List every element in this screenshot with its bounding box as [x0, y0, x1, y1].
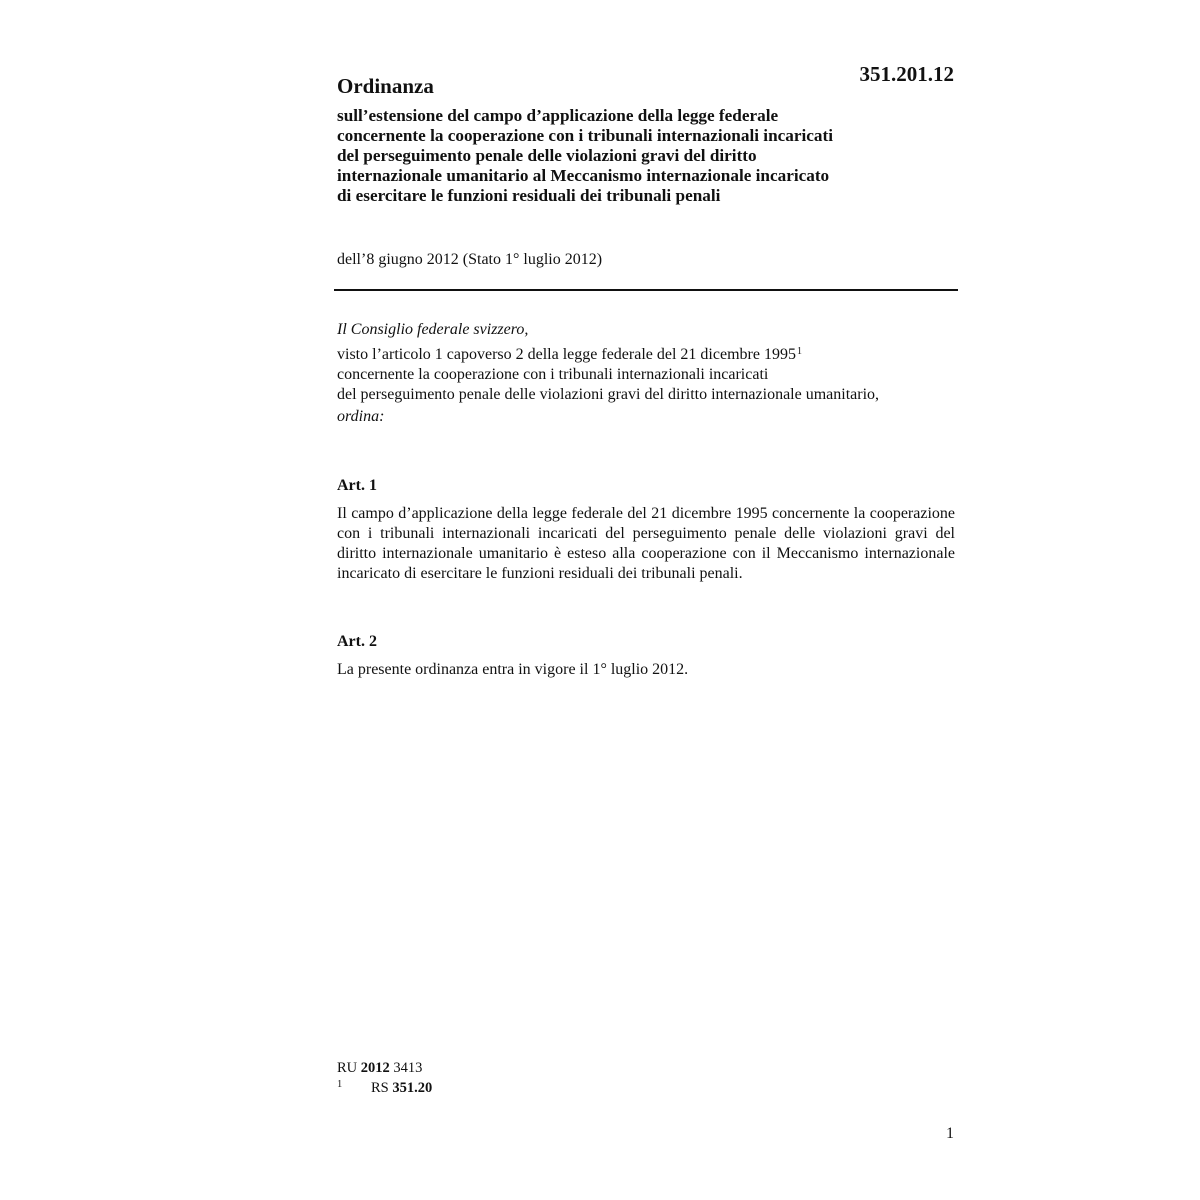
systematic-compilation-ref[interactable]	[337, 1080, 432, 1096]
document-type: Ordinanza	[337, 74, 434, 98]
legal-basis-line: del perseguimento penale delle violazioni gravi del diritto internazionale umanitario,	[337, 386, 880, 403]
rs-prefix: RS	[371, 1080, 389, 1096]
title-divider	[334, 289, 958, 291]
title-line: concernente la cooperazione con i tribunali internazionali incaricati	[337, 126, 833, 145]
legal-basis-text: visto l’articolo 1 capoverso 2 della legge federale del 21 dicembre 1995	[337, 346, 796, 363]
footnote-1	[337, 1078, 432, 1098]
official-compilation-ref	[337, 1058, 432, 1078]
sr-number: 351.201.12	[859, 62, 954, 86]
footnote-reference[interactable]: 1	[796, 346, 802, 357]
rs-number: 351.20	[392, 1080, 433, 1096]
article-heading: Art. 1	[337, 477, 377, 494]
ru-page: 3413	[393, 1060, 423, 1076]
article-1	[337, 476, 955, 584]
legal-basis	[337, 345, 957, 405]
ru-prefix: RU	[337, 1060, 358, 1076]
document-title	[337, 106, 957, 206]
preamble	[337, 320, 957, 427]
decree-formula: ordina:	[337, 408, 385, 425]
title-line: sull’estensione del campo d’applicazione della legge federale	[337, 106, 779, 125]
article-heading: Art. 2	[337, 633, 377, 650]
legal-basis-line: concernente la cooperazione con i tribunali internazionali incaricati	[337, 366, 769, 383]
article-2	[337, 632, 955, 680]
title-line: del perseguimento penale delle violazioni gravi del diritto	[337, 146, 757, 165]
issuing-authority: Il Consiglio federale svizzero,	[337, 321, 529, 338]
title-line: internazionale umanitario al Meccanismo internazionale incaricato	[337, 166, 830, 185]
legal-basis-line	[337, 345, 957, 365]
title-line: di esercitare le funzioni residuali dei tribunali penali	[337, 186, 721, 205]
ru-year: 2012	[360, 1060, 390, 1076]
article-text: Il campo d’applicazione della legge federale del 21 dicembre 1995 concernente la cooperazione con i tribunali internazionali incaricati del perseguimento penale delle violazioni gravi del diritto internazionale umanitario è esteso alla cooperazione con il Meccanismo internazionale incaricato di esercitare le funzioni residuali dei tribunali penali.	[337, 505, 955, 582]
page-number: 1	[946, 1125, 954, 1142]
article-text: La presente ordinanza entra in vigore il 1° luglio 2012.	[337, 661, 689, 678]
footnote-number: 1	[337, 1079, 343, 1090]
footnotes	[337, 1058, 432, 1098]
document-date: dell’8 giugno 2012 (Stato 1° luglio 2012)	[337, 251, 603, 268]
